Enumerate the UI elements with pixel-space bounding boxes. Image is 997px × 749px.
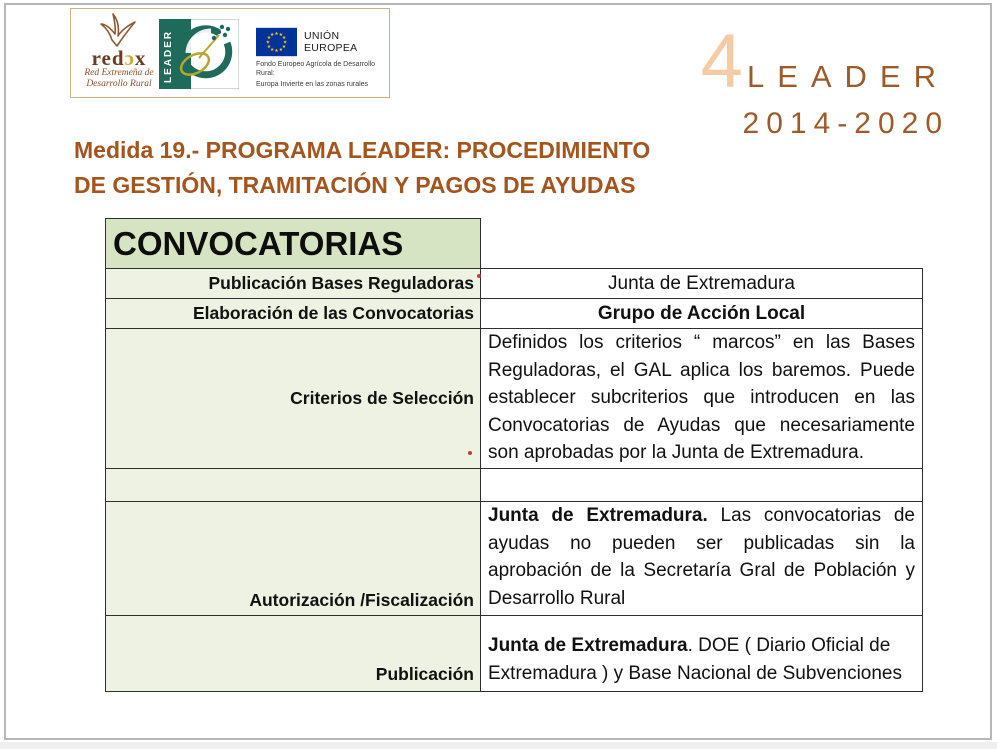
svg-text:★: ★ xyxy=(266,36,272,42)
table-row xyxy=(106,502,923,616)
table-row xyxy=(106,269,923,299)
logo-strip xyxy=(70,8,390,98)
row-label: Elaboración de las Convocatorias xyxy=(106,299,481,329)
svg-text:★: ★ xyxy=(281,44,287,50)
redex-word-post: x xyxy=(134,46,147,70)
leader-logo-vertical-text: LEADER xyxy=(163,29,174,83)
table-row xyxy=(106,329,923,469)
redex-tagline-2: Desarrollo Rural xyxy=(86,79,152,89)
svg-text:★: ★ xyxy=(274,49,279,55)
row-value-rest: Las convocatorias de ayudas no pueden ser publicadas sin la aprobación de la Secretaría Gral de Población y Desarrollo Rural xyxy=(488,505,916,609)
row-value xyxy=(481,616,923,692)
row-value: Junta de Extremadura xyxy=(481,269,923,299)
row-value-rest: . DOE ( Diario Oficial de Extremadura ) y Base Nacional de Subvenciones xyxy=(488,635,903,684)
redex-tagline-1: Red Extremeña de xyxy=(84,68,154,78)
svg-text:★: ★ xyxy=(281,36,287,42)
eu-title: UNIÓN EUROPEA xyxy=(304,30,358,54)
redex-word-glyph: ɔ xyxy=(124,46,135,70)
brand-period: 2014-2020 xyxy=(742,107,949,140)
slide-title-line1: Medida 19.- PROGRAMA LEADER: PROCEDIMIENTO xyxy=(74,137,651,163)
table-header-ghost-cell xyxy=(481,219,923,269)
redex-word-pre: red xyxy=(91,46,125,70)
svg-text:★: ★ xyxy=(270,33,275,39)
table-row xyxy=(106,299,923,329)
bird-icon xyxy=(97,12,141,48)
slide-title-line2: DE GESTIÓN, TRAMITACIÓN Y PAGOS DE AYUDAS xyxy=(74,172,636,198)
redex-wordmark xyxy=(79,48,159,68)
row-label xyxy=(106,469,481,502)
eu-subtitle-1: Fondo Europeo Agrícola de Desarrollo Rural: xyxy=(256,61,376,77)
svg-text:★: ★ xyxy=(283,40,288,46)
table-row xyxy=(106,469,923,502)
table-row xyxy=(106,616,923,692)
eu-flag-icon xyxy=(256,26,297,58)
svg-text:★: ★ xyxy=(278,48,283,54)
svg-text:★: ★ xyxy=(265,40,270,46)
svg-text:★: ★ xyxy=(270,48,275,54)
row-value xyxy=(481,502,923,616)
row-label: Publicación xyxy=(106,616,481,692)
red-mark xyxy=(477,274,481,278)
brand-number: 4 xyxy=(700,19,743,104)
convocatorias-table xyxy=(105,218,923,692)
program-brand xyxy=(700,19,949,141)
row-value: Definidos los criterios “ marcos” en las Bases Reguladoras, el GAL aplica los baremos. Puede establecer subcriterios que introducen en las Convocatorias de Ayudas que necesariamente son aprobadas por la Junta de Extremadura. xyxy=(481,329,923,469)
svg-text:★: ★ xyxy=(274,31,279,37)
row-value xyxy=(481,469,923,502)
leader-logo xyxy=(159,19,239,89)
slide-title xyxy=(74,133,714,203)
eu-subtitle-2: Europa Invierte en las zonas rurales xyxy=(256,81,369,88)
brand-label: LEADER xyxy=(746,59,949,94)
bottom-strip xyxy=(0,742,997,749)
table-header-cell: CONVOCATORIAS xyxy=(106,219,481,269)
redex-logo xyxy=(79,12,159,96)
svg-text:★: ★ xyxy=(266,44,272,50)
svg-text:★: ★ xyxy=(278,33,283,39)
row-value-lead: Junta de Extremadura. xyxy=(488,505,708,526)
row-value-lead: Junta de Extremadura xyxy=(488,635,688,656)
row-label: Autorización /Fiscalización xyxy=(106,502,481,616)
eu-logo-block xyxy=(256,26,386,89)
row-label: Publicación Bases Reguladoras xyxy=(106,269,481,299)
row-value: Grupo de Acción Local xyxy=(481,299,923,329)
red-mark xyxy=(468,451,472,455)
row-label: Criterios de Selección xyxy=(106,329,481,469)
